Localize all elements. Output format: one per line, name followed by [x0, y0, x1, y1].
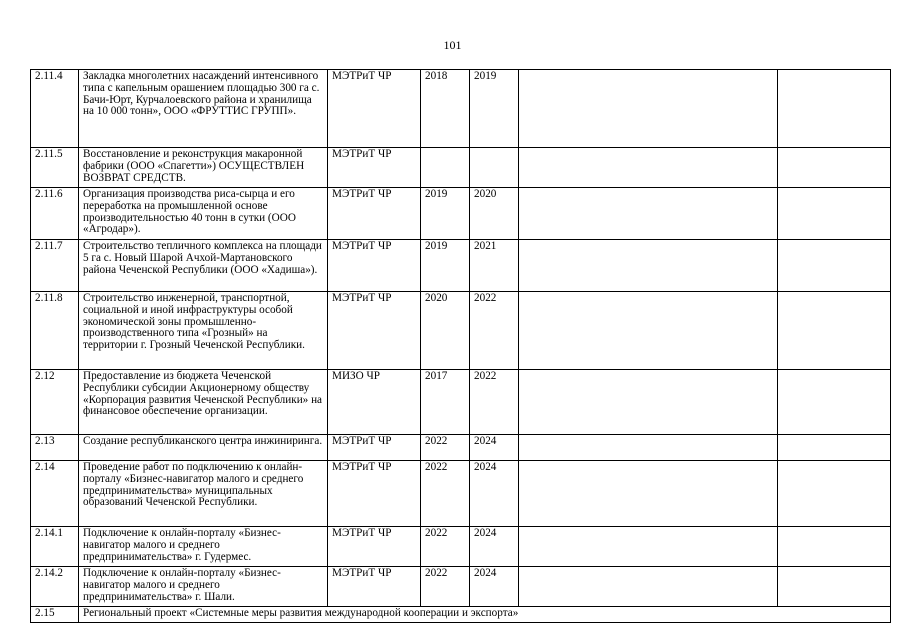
table-row	[31, 70, 891, 148]
measure-name: Подключение к онлайн-порталу «Бизнес-навигатор малого и среднего предпринимательства» г. Шали.	[79, 567, 328, 607]
empty-cell	[519, 461, 778, 527]
empty-cell	[778, 240, 891, 292]
table-row	[31, 292, 891, 370]
end-year: 2022	[470, 292, 519, 370]
end-year: 2024	[470, 461, 519, 527]
table-row	[31, 240, 891, 292]
empty-cell	[519, 527, 778, 567]
executor: МЭТРиТ ЧР	[328, 435, 421, 461]
executor: МЭТРиТ ЧР	[328, 70, 421, 148]
executor: МЭТРиТ ЧР	[328, 188, 421, 240]
row-number: 2.13	[31, 435, 79, 461]
section-title: Региональный проект «Системные меры развития международной кооперации и экспорта»	[79, 607, 891, 623]
empty-cell	[778, 370, 891, 435]
start-year: 2017	[421, 370, 470, 435]
start-year: 2022	[421, 435, 470, 461]
end-year: 2024	[470, 435, 519, 461]
start-year	[421, 148, 470, 188]
measure-name: Подключение к онлайн-порталу «Бизнес-навигатор малого и среднего предпринимательства» г. Гудермес.	[79, 527, 328, 567]
row-number: 2.11.4	[31, 70, 79, 148]
executor: МЭТРиТ ЧР	[328, 240, 421, 292]
executor: МЭТРиТ ЧР	[328, 527, 421, 567]
measure-name: Восстановление и реконструкция макаронной фабрики (ООО «Спагетти») ОСУЩЕСТВЛЕН ВОЗВРАТ СРЕДСТВ.	[79, 148, 328, 188]
empty-cell	[519, 70, 778, 148]
start-year: 2020	[421, 292, 470, 370]
empty-cell	[778, 527, 891, 567]
page-number: 101	[443, 38, 462, 52]
executor: МЭТРиТ ЧР	[328, 461, 421, 527]
empty-cell	[519, 240, 778, 292]
start-year: 2022	[421, 567, 470, 607]
measure-name: Организация производства риса-сырца и его переработка на промышленной основе производительностью 40 тонн в сутки (ООО «Агродар»).	[79, 188, 328, 240]
start-year: 2018	[421, 70, 470, 148]
row-number: 2.11.6	[31, 188, 79, 240]
table-row	[31, 370, 891, 435]
end-year: 2021	[470, 240, 519, 292]
row-number: 2.11.7	[31, 240, 79, 292]
measure-name: Строительство инженерной, транспортной, социальной и иной инфраструктуры особой экономической зоны промышленно-производственного типа «Грозный» на территории г. Грозный Чеченской Республики.	[79, 292, 328, 370]
table-row	[31, 567, 891, 607]
section-number: 2.15	[31, 607, 79, 623]
row-number: 2.11.5	[31, 148, 79, 188]
end-year: 2019	[470, 70, 519, 148]
measures-table	[30, 69, 891, 623]
executor: МЭТРиТ ЧР	[328, 567, 421, 607]
empty-cell	[778, 461, 891, 527]
section-row	[31, 607, 891, 623]
start-year: 2022	[421, 527, 470, 567]
empty-cell	[519, 188, 778, 240]
empty-cell	[778, 567, 891, 607]
row-number: 2.12	[31, 370, 79, 435]
executor: МИЗО ЧР	[328, 370, 421, 435]
table-row	[31, 148, 891, 188]
row-number: 2.14.2	[31, 567, 79, 607]
empty-cell	[778, 188, 891, 240]
empty-cell	[778, 435, 891, 461]
start-year: 2019	[421, 188, 470, 240]
empty-cell	[778, 292, 891, 370]
measure-name: Строительство тепличного комплекса на площади 5 га с. Новый Шарой Ачхой-Мартановского района Чеченской Республики (ООО «Хадиша»).	[79, 240, 328, 292]
end-year: 2020	[470, 188, 519, 240]
empty-cell	[519, 567, 778, 607]
executor: МЭТРиТ ЧР	[328, 292, 421, 370]
start-year: 2022	[421, 461, 470, 527]
table-body	[31, 70, 891, 623]
executor: МЭТРиТ ЧР	[328, 148, 421, 188]
measure-name: Создание республиканского центра инжиниринга.	[79, 435, 328, 461]
empty-cell	[778, 70, 891, 148]
end-year: 2024	[470, 527, 519, 567]
end-year: 2022	[470, 370, 519, 435]
measure-name: Закладка многолетних насаждений интенсивного типа с капельным орашением площадью 300 га с. Бачи-Юрт, Курчалоевского района и хранилища на 10 000 тонн», ООО «ФРУТТИС ГРУПП».	[79, 70, 328, 148]
measure-name: Предоставление из бюджета Чеченской Республики субсидии Акционерному обществу «Корпорация развития Чеченской Республики» на финансовое обеспечение организации.	[79, 370, 328, 435]
table-row	[31, 527, 891, 567]
table-row	[31, 188, 891, 240]
row-number: 2.14.1	[31, 527, 79, 567]
empty-cell	[519, 435, 778, 461]
row-number: 2.14	[31, 461, 79, 527]
end-year	[470, 148, 519, 188]
empty-cell	[519, 370, 778, 435]
row-number: 2.11.8	[31, 292, 79, 370]
end-year: 2024	[470, 567, 519, 607]
start-year: 2019	[421, 240, 470, 292]
measure-name: Проведение работ по подключению к онлайн-порталу «Бизнес-навигатор малого и среднего предпринимательства» муниципальных образований Чеченской Республики.	[79, 461, 328, 527]
table-row	[31, 435, 891, 461]
empty-cell	[519, 292, 778, 370]
empty-cell	[778, 148, 891, 188]
empty-cell	[519, 148, 778, 188]
table-row	[31, 461, 891, 527]
